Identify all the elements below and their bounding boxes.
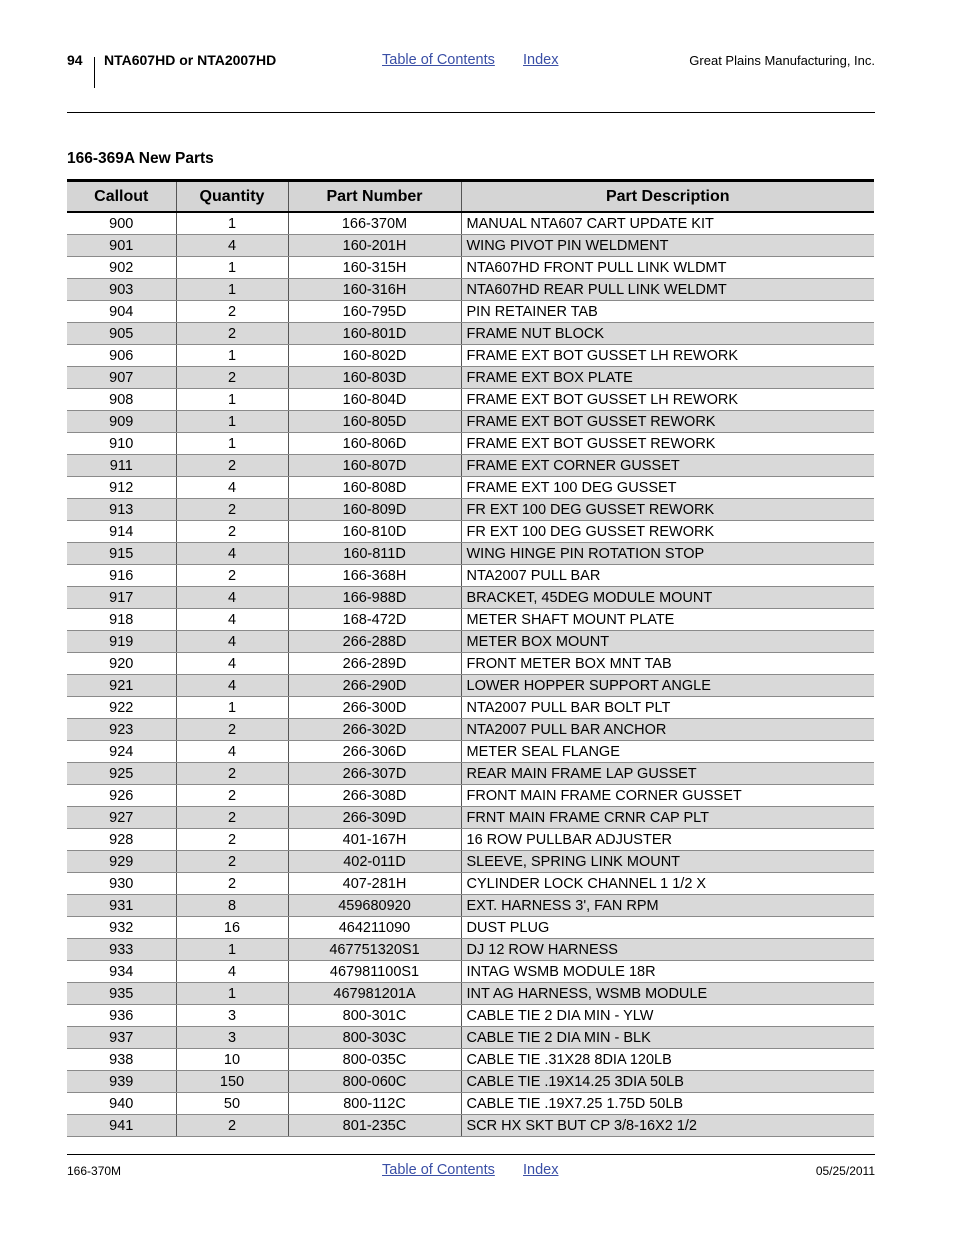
quantity-cell: 1 bbox=[176, 389, 288, 411]
part-number-cell: 801-235C bbox=[288, 1115, 461, 1137]
table-row bbox=[67, 675, 874, 697]
quantity-cell: 4 bbox=[176, 609, 288, 631]
part-number-cell: 800-060C bbox=[288, 1071, 461, 1093]
quantity-cell: 4 bbox=[176, 543, 288, 565]
callout-cell: 909 bbox=[67, 411, 176, 433]
part-number-cell: 160-801D bbox=[288, 323, 461, 345]
quantity-cell: 4 bbox=[176, 961, 288, 983]
callout-cell: 924 bbox=[67, 741, 176, 763]
parts-table bbox=[67, 179, 874, 1137]
part-number-cell: 166-368H bbox=[288, 565, 461, 587]
callout-cell: 923 bbox=[67, 719, 176, 741]
part-description-cell: LOWER HOPPER SUPPORT ANGLE bbox=[461, 675, 874, 697]
part-description-cell: NTA607HD REAR PULL LINK WELDMT bbox=[461, 279, 874, 301]
column-header-part-description: Part Description bbox=[461, 181, 874, 213]
table-row bbox=[67, 851, 874, 873]
part-number-cell: 467751320S1 bbox=[288, 939, 461, 961]
part-number-cell: 160-803D bbox=[288, 367, 461, 389]
part-description-cell: EXT. HARNESS 3', FAN RPM bbox=[461, 895, 874, 917]
callout-cell: 900 bbox=[67, 212, 176, 235]
quantity-cell: 3 bbox=[176, 1005, 288, 1027]
callout-cell: 908 bbox=[67, 389, 176, 411]
callout-cell: 907 bbox=[67, 367, 176, 389]
quantity-cell: 4 bbox=[176, 477, 288, 499]
quantity-cell: 1 bbox=[176, 939, 288, 961]
table-row bbox=[67, 763, 874, 785]
part-number-cell: 800-112C bbox=[288, 1093, 461, 1115]
table-row bbox=[67, 301, 874, 323]
table-row bbox=[67, 345, 874, 367]
table-row bbox=[67, 477, 874, 499]
quantity-cell: 2 bbox=[176, 499, 288, 521]
index-link[interactable]: Index bbox=[523, 52, 559, 68]
table-row bbox=[67, 829, 874, 851]
table-row bbox=[67, 323, 874, 345]
part-description-cell: FRNT MAIN FRAME CRNR CAP PLT bbox=[461, 807, 874, 829]
part-number-cell: 160-807D bbox=[288, 455, 461, 477]
callout-cell: 913 bbox=[67, 499, 176, 521]
footer-date: 05/25/2011 bbox=[815, 1164, 875, 1178]
part-number-cell: 266-289D bbox=[288, 653, 461, 675]
callout-cell: 919 bbox=[67, 631, 176, 653]
part-number-cell: 266-308D bbox=[288, 785, 461, 807]
part-description-cell: NTA2007 PULL BAR BOLT PLT bbox=[461, 697, 874, 719]
part-description-cell: CABLE TIE .19X7.25 1.75D 50LB bbox=[461, 1093, 874, 1115]
part-number-cell: 160-810D bbox=[288, 521, 461, 543]
part-description-cell: REAR MAIN FRAME LAP GUSSET bbox=[461, 763, 874, 785]
callout-cell: 904 bbox=[67, 301, 176, 323]
part-description-cell: PIN RETAINER TAB bbox=[461, 301, 874, 323]
part-description-cell: DUST PLUG bbox=[461, 917, 874, 939]
part-description-cell: INT AG HARNESS, WSMB MODULE bbox=[461, 983, 874, 1005]
quantity-cell: 50 bbox=[176, 1093, 288, 1115]
table-row bbox=[67, 1027, 874, 1049]
quantity-cell: 2 bbox=[176, 455, 288, 477]
part-description-cell: DJ 12 ROW HARNESS bbox=[461, 939, 874, 961]
table-row bbox=[67, 807, 874, 829]
table-row bbox=[67, 411, 874, 433]
part-description-cell: CABLE TIE 2 DIA MIN - YLW bbox=[461, 1005, 874, 1027]
callout-cell: 928 bbox=[67, 829, 176, 851]
part-number-cell: 160-201H bbox=[288, 235, 461, 257]
part-description-cell: SCR HX SKT BUT CP 3/8-16X2 1/2 bbox=[461, 1115, 874, 1137]
part-description-cell: WING HINGE PIN ROTATION STOP bbox=[461, 543, 874, 565]
part-number-cell: 160-804D bbox=[288, 389, 461, 411]
page-number: 94 bbox=[67, 52, 83, 68]
quantity-cell: 4 bbox=[176, 587, 288, 609]
part-number-cell: 467981100S1 bbox=[288, 961, 461, 983]
callout-cell: 931 bbox=[67, 895, 176, 917]
part-description-cell: FRONT METER BOX MNT TAB bbox=[461, 653, 874, 675]
callout-cell: 932 bbox=[67, 917, 176, 939]
callout-cell: 921 bbox=[67, 675, 176, 697]
callout-cell: 929 bbox=[67, 851, 176, 873]
quantity-cell: 1 bbox=[176, 983, 288, 1005]
quantity-cell: 2 bbox=[176, 565, 288, 587]
part-description-cell: FRAME EXT BOT GUSSET LH REWORK bbox=[461, 389, 874, 411]
quantity-cell: 1 bbox=[176, 279, 288, 301]
table-row bbox=[67, 367, 874, 389]
callout-cell: 902 bbox=[67, 257, 176, 279]
quantity-cell: 4 bbox=[176, 235, 288, 257]
table-row bbox=[67, 389, 874, 411]
section-title: 166-369A New Parts bbox=[67, 150, 214, 167]
callout-cell: 901 bbox=[67, 235, 176, 257]
table-row bbox=[67, 631, 874, 653]
callout-cell: 918 bbox=[67, 609, 176, 631]
quantity-cell: 1 bbox=[176, 345, 288, 367]
company-name: Great Plains Manufacturing, Inc. bbox=[689, 53, 875, 68]
callout-cell: 912 bbox=[67, 477, 176, 499]
quantity-cell: 150 bbox=[176, 1071, 288, 1093]
column-header-part-number: Part Number bbox=[288, 181, 461, 213]
quantity-cell: 2 bbox=[176, 367, 288, 389]
part-description-cell: FRAME EXT 100 DEG GUSSET bbox=[461, 477, 874, 499]
part-description-cell: FRAME EXT BOT GUSSET REWORK bbox=[461, 411, 874, 433]
table-row bbox=[67, 939, 874, 961]
part-description-cell: INTAG WSMB MODULE 18R bbox=[461, 961, 874, 983]
part-number-cell: 266-288D bbox=[288, 631, 461, 653]
part-number-cell: 160-808D bbox=[288, 477, 461, 499]
quantity-cell: 4 bbox=[176, 741, 288, 763]
quantity-cell: 2 bbox=[176, 521, 288, 543]
table-header-row bbox=[67, 181, 874, 213]
table-row bbox=[67, 895, 874, 917]
callout-cell: 937 bbox=[67, 1027, 176, 1049]
part-description-cell: WING PIVOT PIN WELDMENT bbox=[461, 235, 874, 257]
part-number-cell: 266-306D bbox=[288, 741, 461, 763]
quantity-cell: 10 bbox=[176, 1049, 288, 1071]
part-description-cell: METER SHAFT MOUNT PLATE bbox=[461, 609, 874, 631]
table-row bbox=[67, 1093, 874, 1115]
part-number-cell: 800-301C bbox=[288, 1005, 461, 1027]
callout-cell: 935 bbox=[67, 983, 176, 1005]
part-description-cell: NTA2007 PULL BAR bbox=[461, 565, 874, 587]
callout-cell: 933 bbox=[67, 939, 176, 961]
document-title: NTA607HD or NTA2007HD bbox=[104, 52, 277, 68]
column-header-callout: Callout bbox=[67, 181, 176, 213]
table-row bbox=[67, 961, 874, 983]
callout-cell: 903 bbox=[67, 279, 176, 301]
callout-cell: 940 bbox=[67, 1093, 176, 1115]
table-row bbox=[67, 587, 874, 609]
table-row bbox=[67, 873, 874, 895]
table-row bbox=[67, 212, 874, 235]
table-row bbox=[67, 565, 874, 587]
table-row bbox=[67, 1071, 874, 1093]
part-description-cell: CABLE TIE .19X14.25 3DIA 50LB bbox=[461, 1071, 874, 1093]
part-number-cell: 160-806D bbox=[288, 433, 461, 455]
table-row bbox=[67, 697, 874, 719]
table-row bbox=[67, 499, 874, 521]
callout-cell: 906 bbox=[67, 345, 176, 367]
callout-cell: 914 bbox=[67, 521, 176, 543]
part-description-cell: BRACKET, 45DEG MODULE MOUNT bbox=[461, 587, 874, 609]
quantity-cell: 8 bbox=[176, 895, 288, 917]
quantity-cell: 2 bbox=[176, 1115, 288, 1137]
table-row bbox=[67, 543, 874, 565]
callout-cell: 916 bbox=[67, 565, 176, 587]
table-row bbox=[67, 917, 874, 939]
part-number-cell: 160-802D bbox=[288, 345, 461, 367]
part-number-cell: 266-307D bbox=[288, 763, 461, 785]
header-divider bbox=[94, 57, 95, 88]
part-number-cell: 166-988D bbox=[288, 587, 461, 609]
quantity-cell: 2 bbox=[176, 873, 288, 895]
footer-index-link[interactable]: Index bbox=[523, 1162, 559, 1178]
quantity-cell: 1 bbox=[176, 433, 288, 455]
part-number-cell: 160-811D bbox=[288, 543, 461, 565]
callout-cell: 936 bbox=[67, 1005, 176, 1027]
callout-cell: 926 bbox=[67, 785, 176, 807]
part-number-cell: 266-290D bbox=[288, 675, 461, 697]
quantity-cell: 2 bbox=[176, 763, 288, 785]
quantity-cell: 2 bbox=[176, 719, 288, 741]
callout-cell: 917 bbox=[67, 587, 176, 609]
part-number-cell: 800-035C bbox=[288, 1049, 461, 1071]
quantity-cell: 2 bbox=[176, 829, 288, 851]
part-number-cell: 266-300D bbox=[288, 697, 461, 719]
table-row bbox=[67, 455, 874, 477]
callout-cell: 941 bbox=[67, 1115, 176, 1137]
callout-cell: 922 bbox=[67, 697, 176, 719]
callout-cell: 910 bbox=[67, 433, 176, 455]
part-description-cell: FRONT MAIN FRAME CORNER GUSSET bbox=[461, 785, 874, 807]
part-description-cell: FRAME EXT CORNER GUSSET bbox=[461, 455, 874, 477]
quantity-cell: 4 bbox=[176, 653, 288, 675]
part-description-cell: 16 ROW PULLBAR ADJUSTER bbox=[461, 829, 874, 851]
quantity-cell: 2 bbox=[176, 785, 288, 807]
part-number-cell: 160-809D bbox=[288, 499, 461, 521]
part-description-cell: NTA2007 PULL BAR ANCHOR bbox=[461, 719, 874, 741]
part-description-cell: CABLE TIE .31X28 8DIA 120LB bbox=[461, 1049, 874, 1071]
quantity-cell: 3 bbox=[176, 1027, 288, 1049]
part-description-cell: MANUAL NTA607 CART UPDATE KIT bbox=[461, 212, 874, 235]
table-row bbox=[67, 785, 874, 807]
table-row bbox=[67, 983, 874, 1005]
part-description-cell: FRAME EXT BOT GUSSET LH REWORK bbox=[461, 345, 874, 367]
table-row bbox=[67, 1115, 874, 1137]
callout-cell: 925 bbox=[67, 763, 176, 785]
table-row bbox=[67, 521, 874, 543]
table-row bbox=[67, 433, 874, 455]
part-description-cell: METER SEAL FLANGE bbox=[461, 741, 874, 763]
header-rule bbox=[67, 112, 875, 113]
part-number-cell: 800-303C bbox=[288, 1027, 461, 1049]
table-row bbox=[67, 279, 874, 301]
quantity-cell: 2 bbox=[176, 807, 288, 829]
quantity-cell: 1 bbox=[176, 697, 288, 719]
part-description-cell: METER BOX MOUNT bbox=[461, 631, 874, 653]
part-description-cell: FRAME EXT BOT GUSSET REWORK bbox=[461, 433, 874, 455]
table-row bbox=[67, 653, 874, 675]
table-row bbox=[67, 257, 874, 279]
quantity-cell: 2 bbox=[176, 323, 288, 345]
part-number-cell: 160-316H bbox=[288, 279, 461, 301]
part-number-cell: 402-011D bbox=[288, 851, 461, 873]
callout-cell: 911 bbox=[67, 455, 176, 477]
callout-cell: 939 bbox=[67, 1071, 176, 1093]
part-description-cell: CABLE TIE 2 DIA MIN - BLK bbox=[461, 1027, 874, 1049]
quantity-cell: 1 bbox=[176, 257, 288, 279]
callout-cell: 938 bbox=[67, 1049, 176, 1071]
part-number-cell: 160-315H bbox=[288, 257, 461, 279]
table-row bbox=[67, 609, 874, 631]
part-number-cell: 166-370M bbox=[288, 212, 461, 235]
callout-cell: 920 bbox=[67, 653, 176, 675]
part-description-cell: FR EXT 100 DEG GUSSET REWORK bbox=[461, 521, 874, 543]
callout-cell: 934 bbox=[67, 961, 176, 983]
quantity-cell: 4 bbox=[176, 675, 288, 697]
part-description-cell: FR EXT 100 DEG GUSSET REWORK bbox=[461, 499, 874, 521]
footer-doc-number: 166-370M bbox=[67, 1164, 122, 1178]
part-description-cell: FRAME EXT BOX PLATE bbox=[461, 367, 874, 389]
quantity-cell: 2 bbox=[176, 301, 288, 323]
part-description-cell: CYLINDER LOCK CHANNEL 1 1/2 X bbox=[461, 873, 874, 895]
part-number-cell: 168-472D bbox=[288, 609, 461, 631]
table-row bbox=[67, 741, 874, 763]
table-row bbox=[67, 719, 874, 741]
part-description-cell: SLEEVE, SPRING LINK MOUNT bbox=[461, 851, 874, 873]
callout-cell: 930 bbox=[67, 873, 176, 895]
part-number-cell: 266-302D bbox=[288, 719, 461, 741]
part-number-cell: 459680920 bbox=[288, 895, 461, 917]
quantity-cell: 2 bbox=[176, 851, 288, 873]
part-number-cell: 160-805D bbox=[288, 411, 461, 433]
part-description-cell: NTA607HD FRONT PULL LINK WLDMT bbox=[461, 257, 874, 279]
table-row bbox=[67, 1005, 874, 1027]
footer-table-of-contents-link[interactable]: Table of Contents bbox=[382, 1162, 495, 1178]
callout-cell: 927 bbox=[67, 807, 176, 829]
part-description-cell: FRAME NUT BLOCK bbox=[461, 323, 874, 345]
part-number-cell: 464211090 bbox=[288, 917, 461, 939]
part-number-cell: 467981201A bbox=[288, 983, 461, 1005]
part-number-cell: 266-309D bbox=[288, 807, 461, 829]
callout-cell: 905 bbox=[67, 323, 176, 345]
column-header-quantity: Quantity bbox=[176, 181, 288, 213]
quantity-cell: 4 bbox=[176, 631, 288, 653]
part-number-cell: 160-795D bbox=[288, 301, 461, 323]
part-number-cell: 407-281H bbox=[288, 873, 461, 895]
callout-cell: 915 bbox=[67, 543, 176, 565]
part-number-cell: 401-167H bbox=[288, 829, 461, 851]
quantity-cell: 16 bbox=[176, 917, 288, 939]
footer-rule bbox=[67, 1154, 875, 1155]
table-row bbox=[67, 235, 874, 257]
table-of-contents-link[interactable]: Table of Contents bbox=[382, 52, 495, 68]
quantity-cell: 1 bbox=[176, 411, 288, 433]
table-row bbox=[67, 1049, 874, 1071]
quantity-cell: 1 bbox=[176, 212, 288, 235]
